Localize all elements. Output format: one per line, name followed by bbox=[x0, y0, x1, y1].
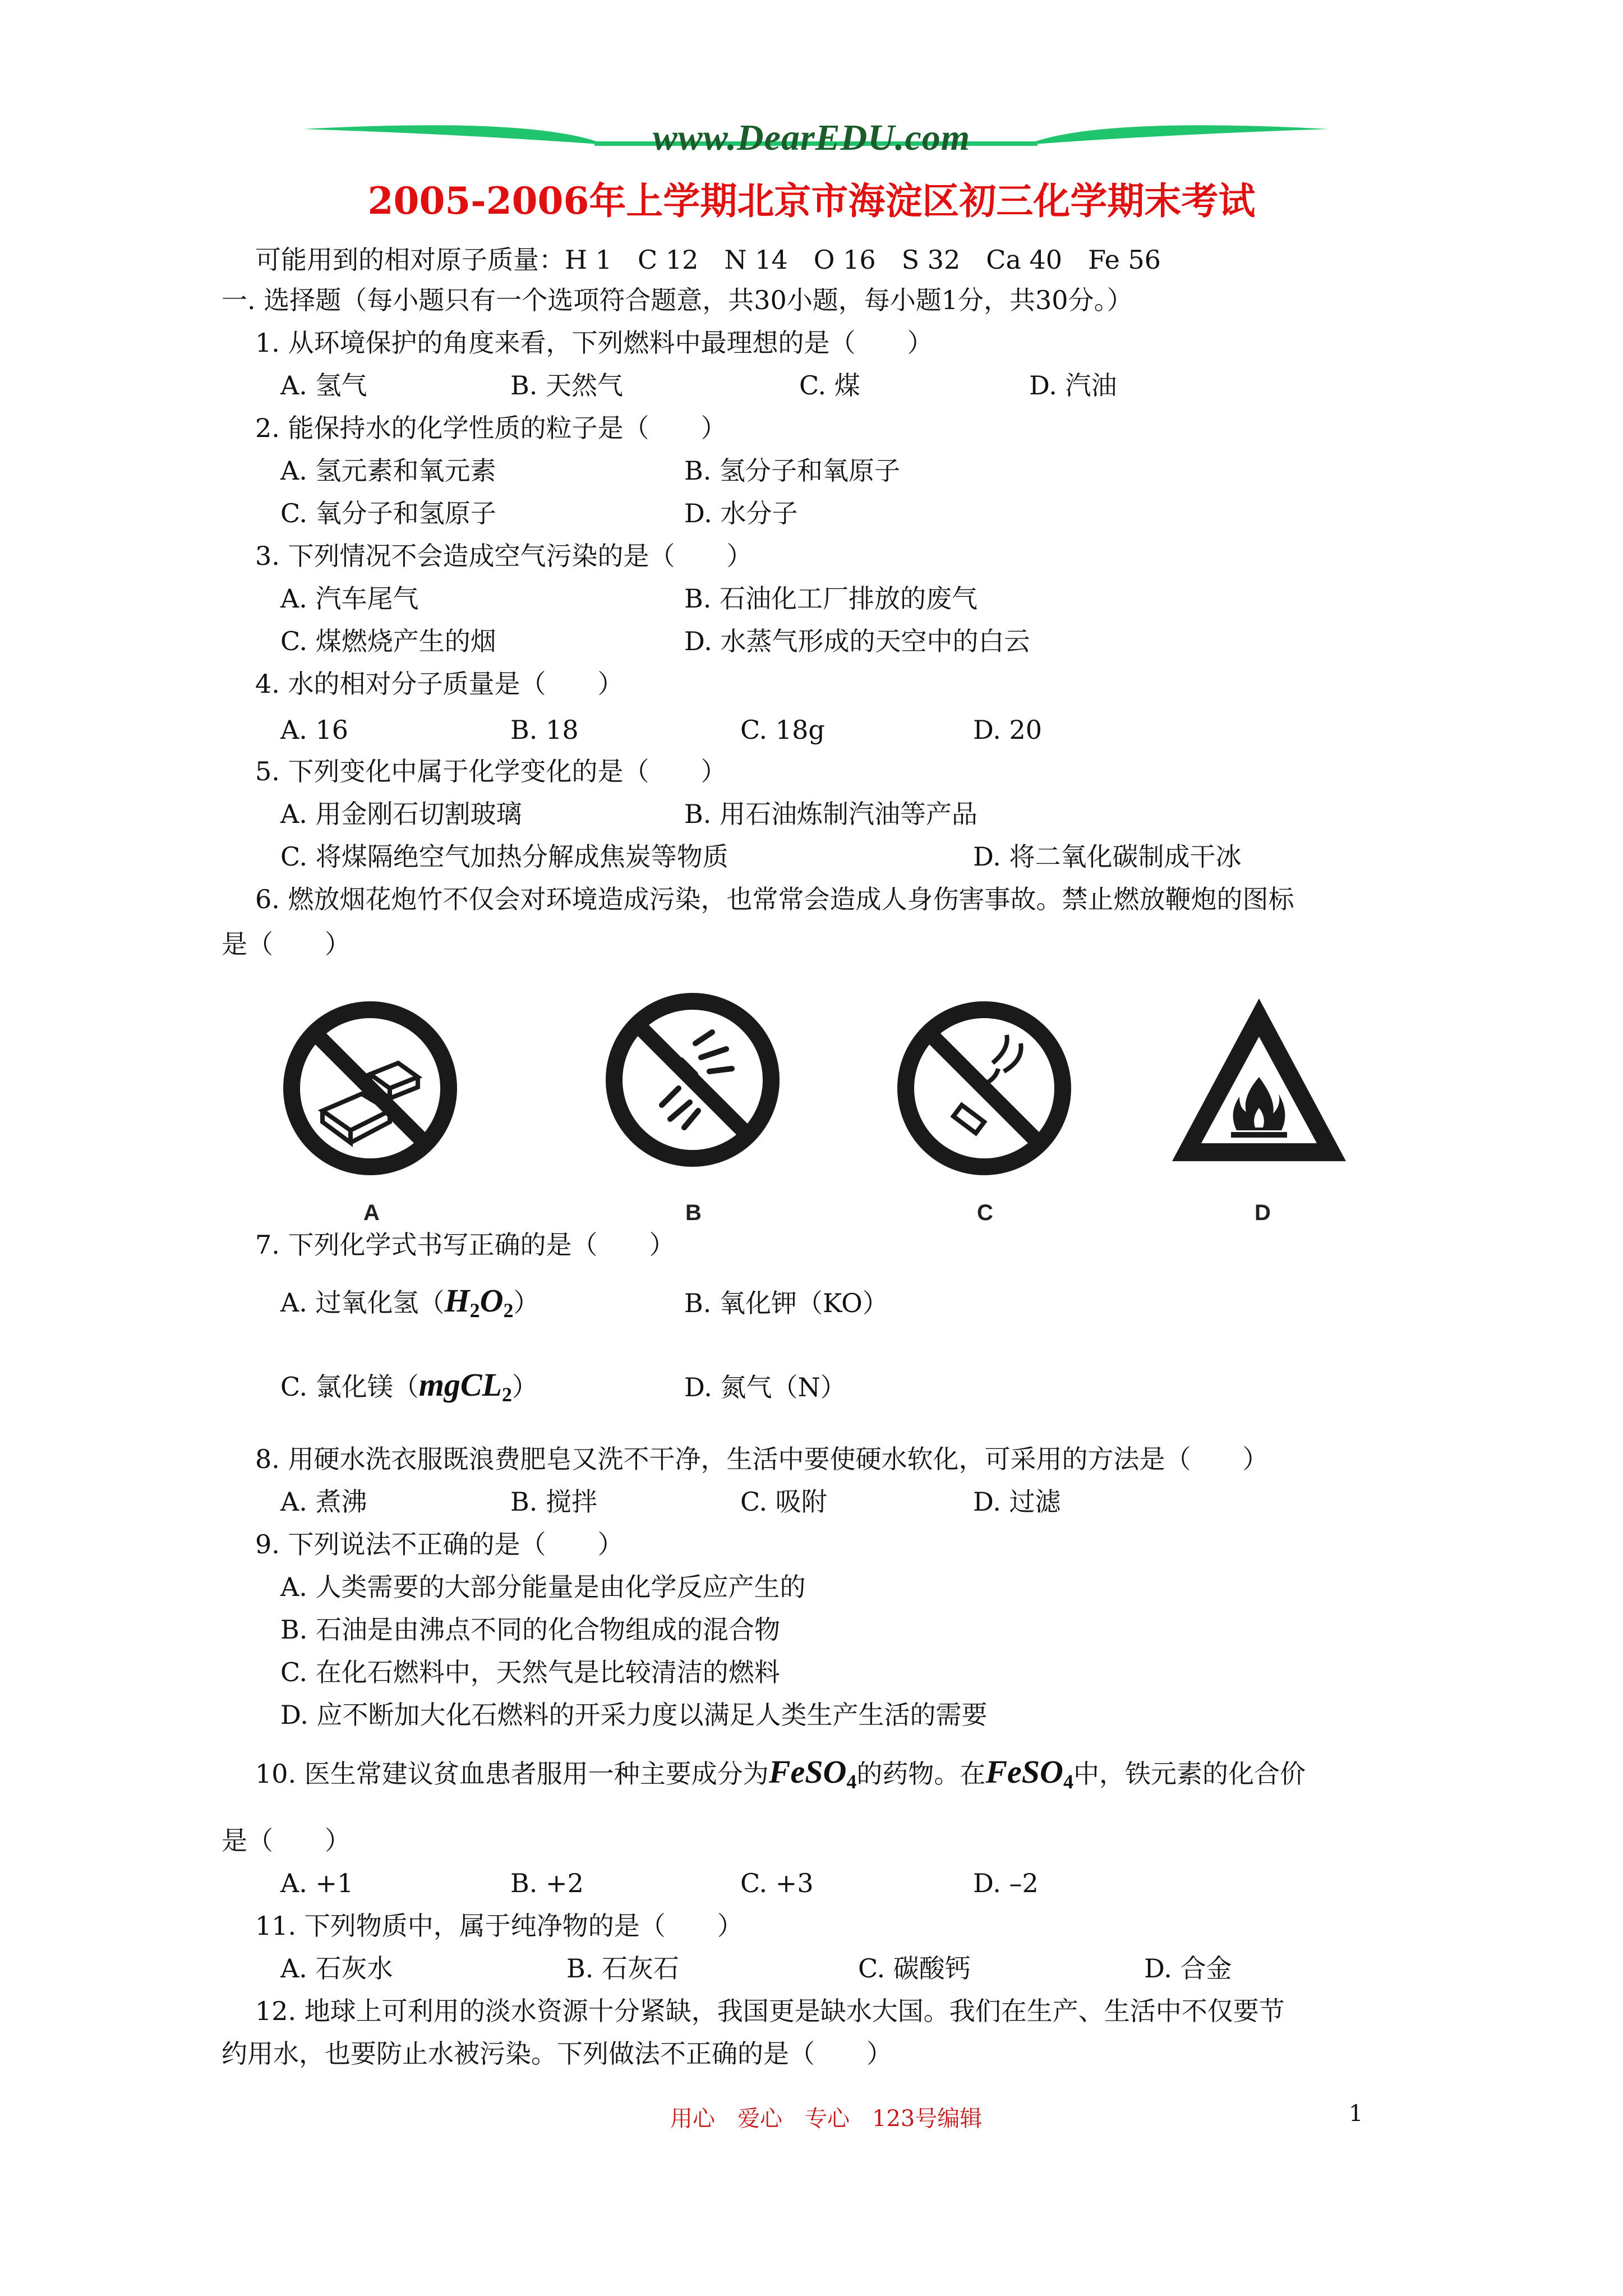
question-11: 11. 下列物质中，属于纯净物的是（ ） bbox=[255, 1911, 743, 1941]
footer-editor-note: 用心 爱心 专心 123号编辑 bbox=[670, 2106, 983, 2132]
no-firecracker-burst-sign-icon bbox=[600, 987, 785, 1172]
q5-option-c: C. 将煤隔绝空气加热分解成焦炭等物质 bbox=[280, 841, 728, 872]
q5-option-d: D. 将二氧化碳制成干冰 bbox=[973, 841, 1242, 872]
q8-option-b: B. 搅拌 bbox=[510, 1487, 598, 1517]
q10-option-b: B. +2 bbox=[510, 1868, 584, 1898]
sign-a-label: A bbox=[363, 1200, 380, 1225]
question-6-line1: 6. 燃放烟花炮竹不仅会对环境造成污染，也常常会造成人身伤害事故。禁止燃放鞭炮的图标 bbox=[255, 884, 1294, 914]
q7-option-a: A. 过氧化氢$(H_2O_2)$ bbox=[280, 1282, 540, 1322]
q9-option-d: D. 应不断加大化石燃料的开采力度以满足人类生产生活的需要 bbox=[280, 1700, 988, 1730]
q3-option-b: B. 石油化工厂排放的废气 bbox=[684, 583, 978, 614]
q1-option-a: A. 氢气 bbox=[280, 370, 367, 401]
question-7: 7. 下列化学式书写正确的是（ ） bbox=[255, 1230, 675, 1260]
q8-option-a: A. 煮沸 bbox=[280, 1487, 367, 1517]
formula-mgcl2: mgCL$_2$ bbox=[418, 1366, 513, 1406]
q4-option-c: C. 18g bbox=[740, 715, 825, 745]
question-10-line1: 10. 医生常建议贫血患者服用一种主要成分为FeSO$_4$的药物。在FeSO$_4$中，铁元素的化合价 bbox=[255, 1754, 1306, 1793]
sign-d-label: D bbox=[1255, 1200, 1271, 1225]
question-8: 8. 用硬水洗衣服既浪费肥皂又洗不干净，生活中要使硬水软化，可采用的方法是（ ） bbox=[255, 1444, 1269, 1474]
no-smoking-sign-icon bbox=[892, 996, 1077, 1181]
question-1: 1. 从环境保护的角度来看，下列燃料中最理想的是（ ） bbox=[255, 328, 933, 358]
q11-option-d: D. 合金 bbox=[1144, 1953, 1232, 1984]
q2-option-b: B. 氢分子和氧原子 bbox=[684, 455, 901, 486]
q1-option-b: B. 天然气 bbox=[510, 370, 624, 401]
q8-option-c: C. 吸附 bbox=[740, 1487, 827, 1517]
q8-option-d: D. 过滤 bbox=[973, 1487, 1061, 1517]
q9-option-c: C. 在化石燃料中，天然气是比较清洁的燃料 bbox=[280, 1657, 780, 1687]
section-heading: 一. 选择题（每小题只有一个选项符合题意，共30小题，每小题1分，共30分。） bbox=[222, 285, 1133, 315]
q7-option-b: B. 氧化钾（KO） bbox=[684, 1288, 888, 1318]
q4-option-d: D. 20 bbox=[973, 715, 1043, 745]
q3-option-d: D. 水蒸气形成的天空中的白云 bbox=[684, 626, 1030, 656]
question-6-line2: 是（ ） bbox=[222, 929, 351, 959]
q7-option-d: D. 氮气（N） bbox=[684, 1372, 846, 1402]
q5-option-a: A. 用金刚石切割玻璃 bbox=[280, 799, 522, 829]
question-3: 3. 下列情况不会造成空气污染的是（ ） bbox=[255, 541, 753, 571]
formula-feso4: FeSO$_4$ bbox=[768, 1754, 857, 1793]
q10-option-d: D. –2 bbox=[973, 1868, 1039, 1898]
q4-option-b: B. 18 bbox=[510, 715, 579, 745]
question-2: 2. 能保持水的化学性质的粒子是（ ） bbox=[255, 413, 727, 443]
q10-option-a: A. +1 bbox=[280, 1868, 354, 1898]
formula-h2o2: $H_2O_2$ bbox=[444, 1282, 514, 1322]
question-12-line1: 12. 地球上可利用的淡水资源十分紧缺，我国更是缺水大国。我们在生产、生活中不仅要节 bbox=[255, 1996, 1285, 2026]
q3-option-c: C. 煤燃烧产生的烟 bbox=[280, 626, 496, 656]
brand-logo-text: www.DearEDU.com bbox=[652, 117, 971, 158]
question-10-line2: 是（ ） bbox=[222, 1825, 351, 1856]
sign-c-label: C bbox=[977, 1200, 993, 1225]
no-fireworks-box-sign-icon bbox=[278, 996, 463, 1181]
sign-b-label: B bbox=[685, 1200, 702, 1225]
q5-option-b: B. 用石油炼制汽油等产品 bbox=[684, 799, 978, 829]
q2-option-d: D. 水分子 bbox=[684, 498, 798, 528]
q2-option-a: A. 氢元素和氧元素 bbox=[280, 455, 496, 486]
question-12-line2: 约用水，也要防止水被污染。下列做法不正确的是（ ） bbox=[222, 2039, 892, 2069]
q1-option-c: C. 煤 bbox=[799, 370, 860, 401]
question-9: 9. 下列说法不正确的是（ ） bbox=[255, 1529, 624, 1559]
question-5: 5. 下列变化中属于化学变化的是（ ） bbox=[255, 756, 727, 786]
page-number: 1 bbox=[1349, 2101, 1363, 2127]
q2-option-c: C. 氧分子和氢原子 bbox=[280, 498, 496, 528]
q7-option-c: C. 氯化镁（mgCL$_2$） bbox=[280, 1366, 538, 1406]
q11-option-b: B. 石灰石 bbox=[566, 1953, 680, 1984]
q1-option-d: D. 汽油 bbox=[1029, 370, 1117, 401]
q9-option-b: B. 石油是由沸点不同的化合物组成的混合物 bbox=[280, 1614, 781, 1645]
q3-option-a: A. 汽车尾气 bbox=[280, 583, 419, 614]
q10-option-c: C. +3 bbox=[740, 1868, 814, 1898]
q11-option-a: A. 石灰水 bbox=[280, 1953, 393, 1984]
flammable-warning-sign-icon bbox=[1166, 993, 1352, 1172]
q4-option-a: A. 16 bbox=[280, 715, 348, 745]
q9-option-a: A. 人类需要的大部分能量是由化学反应产生的 bbox=[280, 1572, 806, 1602]
q11-option-c: C. 碳酸钙 bbox=[858, 1953, 971, 1984]
page-title: 2005-2006年上学期北京市海淀区初三化学期末考试 bbox=[367, 179, 1256, 223]
question-4: 4. 水的相对分子质量是（ ） bbox=[255, 669, 624, 699]
atomic-masses: 可能用到的相对原子质量：H 1 C 12 N 14 O 16 S 32 Ca 40 Fe 56 bbox=[255, 245, 1161, 275]
formula-feso4-2: FeSO$_4$ bbox=[985, 1754, 1073, 1793]
